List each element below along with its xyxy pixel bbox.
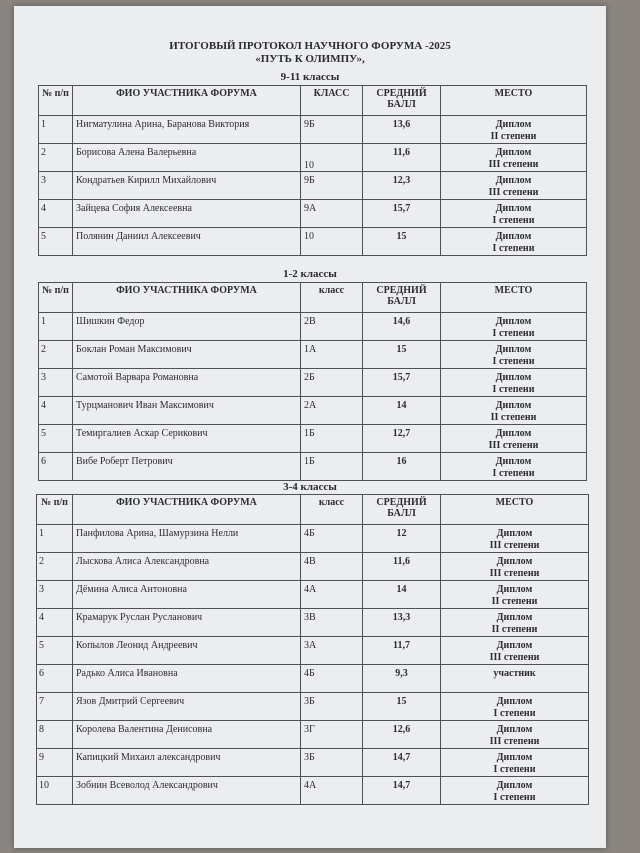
participant-name: Самотой Варвара Романовна [73,369,301,397]
place-award [441,313,587,341]
row-number: 3 [39,369,73,397]
row-number: 3 [37,581,73,609]
row-number: 2 [39,341,73,369]
participant-class [301,313,363,341]
average-score: 14 [363,581,441,609]
participant-name: Вибе Роберт Петрович [73,453,301,481]
section-heading-1-2: 1-2 классы [283,268,337,280]
participant-name: Копылов Леонид Андреевич [73,637,301,665]
row-number: 4 [39,397,73,425]
award-degree: I степени [492,328,535,339]
place-award [441,425,587,453]
class-value: 3Г [304,724,315,735]
average-score: 9,3 [363,665,441,693]
participant-name: Полянин Даниил Алексеевич [73,228,301,256]
participant-name: Капицкий Михаил александрович [73,749,301,777]
average-score: 15 [363,228,441,256]
place-award [441,609,589,637]
header-num: № п/п [37,495,73,525]
participant-class [301,525,363,553]
table-row [37,581,589,609]
class-value: 2А [304,400,317,411]
header-score: СРЕДНИЙ БАЛЛ [363,495,441,525]
place-award [441,144,587,172]
class-value: 4А [304,584,317,595]
participant-class [301,425,363,453]
participant-name: Дёмина Алиса Антоновна [73,581,301,609]
average-score: 15,7 [363,200,441,228]
row-number: 1 [39,313,73,341]
table-row [39,116,587,144]
award-degree: I степени [492,356,535,367]
table-row [37,777,589,805]
average-score: 11,7 [363,637,441,665]
place-award [441,637,589,665]
class-value: 4В [304,556,316,567]
results-table-3-4 [36,494,589,805]
place-award [441,369,587,397]
award-degree: III степени [489,540,540,551]
class-value: 9Б [304,119,315,130]
award-degree: I степени [492,243,535,254]
participant-name: Зайцева София Алексеевна [73,200,301,228]
row-number: 7 [37,693,73,721]
class-value: 3Б [304,752,315,763]
award-type: Диплом [495,147,532,158]
row-number: 5 [39,425,73,453]
award-degree: III степени [489,652,540,663]
table-header-row [37,495,589,525]
average-score: 12,6 [363,721,441,749]
average-score: 11,6 [363,553,441,581]
place-award [441,397,587,425]
participant-class [301,144,363,172]
award-degree: I степени [492,215,535,226]
participant-class [301,397,363,425]
participant-class [301,116,363,144]
average-score: 14 [363,397,441,425]
participant-class [301,693,363,721]
award-type: Диплом [496,696,533,707]
participant-class [301,777,363,805]
place-award [441,525,589,553]
class-value: 3В [304,612,316,623]
participant-class [301,581,363,609]
row-number: 4 [39,200,73,228]
participant-class [301,553,363,581]
row-number: 8 [37,721,73,749]
participant-class [301,609,363,637]
average-score: 16 [363,453,441,481]
average-score: 15 [363,693,441,721]
place-award [441,200,587,228]
row-number: 3 [39,172,73,200]
table-row [39,313,587,341]
header-class: класс [301,283,363,313]
average-score: 13,6 [363,116,441,144]
participant-name: Панфилова Арина, Шамурзина Нелли [73,525,301,553]
participant-class [301,369,363,397]
average-score: 14,7 [363,777,441,805]
participant-class [301,721,363,749]
class-value: 3Б [304,696,315,707]
average-score: 12,3 [363,172,441,200]
forum-name: «ПУТЬ К ОЛИМПУ», [255,53,365,65]
header-place: МЕСТО [441,86,587,116]
award-type: Диплом [496,612,533,623]
table-header-row [39,283,587,313]
award-degree: I степени [492,384,535,395]
table-row [39,453,587,481]
class-value: 3А [304,640,317,651]
class-value: 9Б [304,175,315,186]
section-heading-9-11: 9-11 классы [280,71,340,83]
table-row [39,397,587,425]
place-award [441,228,587,256]
award-type: Диплом [496,584,533,595]
participant-name: Борисова Алена Валерьевна [73,144,301,172]
table-row [39,144,587,172]
document-title: ИТОГОВЫЙ ПРОТОКОЛ НАУЧНОГО ФОРУМА -2025 [169,40,451,52]
row-number: 1 [39,116,73,144]
award-type: Диплом [495,400,532,411]
table-header-row [39,86,587,116]
header-num: № п/п [39,283,73,313]
header-place: МЕСТО [441,495,589,525]
table-row [39,200,587,228]
participant-class [301,665,363,693]
header-num: № п/п [39,86,73,116]
award-type: Диплом [495,231,532,242]
results-table-1-2 [38,282,587,481]
class-value: 1Б [304,428,315,439]
row-number: 6 [37,665,73,693]
header-score: СРЕДНИЙ БАЛЛ [363,86,441,116]
row-number: 2 [37,553,73,581]
class-value: 2Б [304,372,315,383]
place-award [441,693,589,721]
place-award [441,553,589,581]
place-award [441,581,589,609]
row-number: 9 [37,749,73,777]
average-score: 14,7 [363,749,441,777]
class-value: 4Б [304,668,315,679]
average-score: 15 [363,341,441,369]
class-value: 4Б [304,528,315,539]
table-row [37,721,589,749]
award-type: Диплом [496,752,533,763]
participant-name: Шишкин Федор [73,313,301,341]
row-number: 2 [39,144,73,172]
participant-class [301,228,363,256]
row-number: 1 [37,525,73,553]
participant-class [301,749,363,777]
class-value: 1Б [304,456,315,467]
place-award [441,453,587,481]
results-table-9-11 [38,85,587,256]
class-value: 9А [304,203,317,214]
row-number: 4 [37,609,73,637]
participant-name: Нигматулина Арина, Баранова Виктория [73,116,301,144]
participant-name: Королева Валентина Денисовна [73,721,301,749]
table-row [37,553,589,581]
award-type: Диплом [496,528,533,539]
award-degree: II степени [491,596,538,607]
row-number: 5 [37,637,73,665]
award-type: Диплом [495,428,532,439]
table-row [37,637,589,665]
participant-class [301,637,363,665]
place-award [441,665,589,693]
document-page [14,6,606,848]
award-type: участник [493,668,536,679]
award-degree: III степени [489,568,540,579]
average-score: 14,6 [363,313,441,341]
average-score: 11,6 [363,144,441,172]
place-award [441,749,589,777]
award-type: Диплом [496,640,533,651]
participant-name: Турцманович Иван Максимович [73,397,301,425]
award-type: Диплом [495,203,532,214]
participant-name: Язов Дмитрий Сергеевич [73,693,301,721]
section-heading-3-4: 3-4 классы [283,481,337,493]
average-score: 15,7 [363,369,441,397]
participant-name: Боклан Роман Максимович [73,341,301,369]
header-name: ФИО УЧАСТНИКА ФОРУМА [73,283,301,313]
header-name: ФИО УЧАСТНИКА ФОРУМА [73,495,301,525]
participant-class [301,172,363,200]
table-row [39,228,587,256]
award-degree: III степени [488,159,539,170]
class-value: 10 [304,231,314,242]
average-score: 13,3 [363,609,441,637]
award-degree: III степени [488,440,539,451]
place-award [441,172,587,200]
header-place: МЕСТО [441,283,587,313]
row-number: 10 [37,777,73,805]
award-type: Диплом [496,556,533,567]
award-type: Диплом [495,175,532,186]
participant-name: Кондратьев Кирилл Михайлович [73,172,301,200]
participant-name: Радько Алиса Ивановна [73,665,301,693]
table-row [37,665,589,693]
table-row [39,172,587,200]
participant-class [301,200,363,228]
award-degree: III степени [489,736,540,747]
table-row [37,749,589,777]
table-row [39,341,587,369]
place-award [441,116,587,144]
table-row [37,609,589,637]
award-type: Диплом [495,456,532,467]
header-score: СРЕДНИЙ БАЛЛ [363,283,441,313]
table-row [39,425,587,453]
class-value: 1А [304,344,317,355]
table-row [37,525,589,553]
header-name: ФИО УЧАСТНИКА ФОРУМА [73,86,301,116]
class-value: 2В [304,316,316,327]
class-value: 10 [304,160,314,171]
award-type: Диплом [495,119,532,130]
award-type: Диплом [495,316,532,327]
award-degree: I степени [493,764,536,775]
place-award [441,777,589,805]
award-degree: II степени [491,624,538,635]
class-value: 4А [304,780,317,791]
row-number: 5 [39,228,73,256]
header-class: класс [301,495,363,525]
participant-class [301,453,363,481]
participant-name: Крамарук Руслан Русланович [73,609,301,637]
participant-name: Зобнин Всеволод Александрович [73,777,301,805]
row-number: 6 [39,453,73,481]
award-degree: I степени [493,792,536,803]
award-degree: I степени [492,468,535,479]
table-row [37,693,589,721]
place-award [441,721,589,749]
award-degree: II степени [490,131,537,142]
award-degree: III степени [488,187,539,198]
participant-name: Темиргалиев Аскар Серикович [73,425,301,453]
award-degree: II степени [490,412,537,423]
award-type: Диплом [495,372,532,383]
award-type: Диплом [496,724,533,735]
participant-name: Лыскова Алиса Александровна [73,553,301,581]
header-class: КЛАСС [301,86,363,116]
award-degree: I степени [493,708,536,719]
average-score: 12 [363,525,441,553]
award-type: Диплом [496,780,533,791]
place-award [441,341,587,369]
average-score: 12,7 [363,425,441,453]
participant-class [301,341,363,369]
award-type: Диплом [495,344,532,355]
table-row [39,369,587,397]
